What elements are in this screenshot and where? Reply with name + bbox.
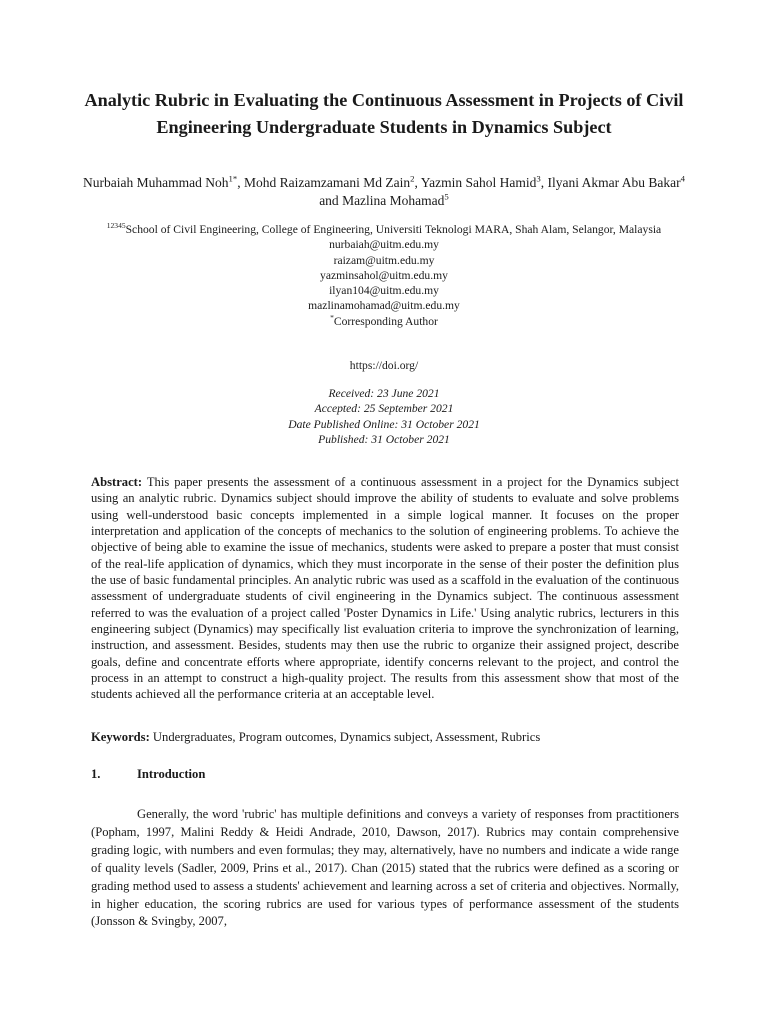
publication-dates xyxy=(80,386,688,448)
author-name: Yazmin Sahol Hamid xyxy=(420,175,537,190)
corresponding-author-note xyxy=(80,314,688,329)
paper-title: Analytic Rubric in Evaluating the Continuous Assessment in Projects of Civil Engineering Undergraduate Students in Dynamics Subject xyxy=(84,90,684,137)
author-name: Ilyani Akmar Abu Bakar xyxy=(547,175,681,190)
keywords-text: Undergraduates, Program outcomes, Dynamics subject, Assessment, Rubrics xyxy=(152,730,541,744)
online-date: Date Published Online: 31 October 2021 xyxy=(288,417,480,431)
email-link[interactable]: mazlinamohamad@uitm.edu.my xyxy=(308,299,460,313)
author-superscript: 3 xyxy=(536,173,541,184)
email-link[interactable]: ilyan104@uitm.edu.my xyxy=(329,284,439,298)
affiliation-line xyxy=(80,222,688,237)
author-name: Mazlina Mohamad xyxy=(342,193,445,208)
affiliation-block xyxy=(80,222,688,329)
section-heading-introduction xyxy=(91,766,679,782)
email-link[interactable]: nurbaiah@uitm.edu.my xyxy=(329,238,439,252)
introduction-paragraph: Generally, the word 'rubric' has multiple definitions and conveys a variety of responses from practitioners (Popham, 1997, Malini Reddy & Heidi Andrade, 2010, Dawson, 2017). Rubrics may contain comprehensive grading logic, with numbers and even formulas; they may, alternatively, have no numbers and indicate a wide range of quality levels (Sadler, 2009, Prins et al., 2017). Chan (2015) stated that the rubrics were defined as a scoring or grading method used to assess a students' achievement and learning across a set of criteria and objectives. Normally, in higher education, the scoring rubrics are used for various types of performance assessment of the students (Jonsson & Svingby, 2007, xyxy=(91,807,679,929)
doi-block xyxy=(80,358,688,373)
doi-link[interactable]: https://doi.org/ xyxy=(349,359,419,372)
author-superscript: 1* xyxy=(228,173,238,184)
abstract xyxy=(91,474,679,703)
abstract-label: Abstract: xyxy=(91,475,143,489)
author-separator: , xyxy=(540,175,548,190)
affiliation-text: School of Civil Engineering, College of Engineering, Universiti Teknologi MARA, Shah Alam, Selangor, Malaysia xyxy=(125,223,662,236)
email-link[interactable]: raizam@uitm.edu.my xyxy=(333,253,435,267)
author-name: Mohd Raizamzamani Md Zain xyxy=(243,175,411,190)
published-date: Published: 31 October 2021 xyxy=(318,433,450,447)
author-separator: , xyxy=(237,175,244,190)
section-title: Introduction xyxy=(137,767,206,781)
author-superscript: 2 xyxy=(410,173,415,184)
abstract-text: This paper presents the assessment of a continuous assessment in a project for the Dynamics subject using an analytic rubric. Dynamics subject should improve the ability of students to evaluate and solve problems using well-understood basic concepts implemented in a simple logical manner. It focuses on the proper interpretation and application of the concepts of mechanics to the solution of engineering problems. To achieve the objective of being able to examine the issue of mechanics, students were asked to prepare a poster that must consist of the real-life application of dynamics, which they must incorporate in the sense of their poster the definition plus the use of basic fundamental principles. An analytic rubric was used as a scaffold in the evaluation of the continuous assessment of undergraduate students of civil engineering in the Dynamics subject. The continuous assessment referred to was the evaluation of a project called 'Poster Dynamics in Life.' Using analytic rubrics, lecturers in this engineering subject (Dynamics) may specifically list evaluation criteria to improve the synchronization of learning, instruction, and assessment. Besides, students may then use the rubric to organize their assigned project, describe goals, define and concentrate efforts where appropriate, identify concerns relevant to the project, and control the process in an attempt to construct a high-quality project. The results from this assessment show that most of the students achieved all the performance criteria at an acceptable level. xyxy=(91,475,679,702)
keywords xyxy=(91,729,679,745)
author-name: Nurbaiah Muhammad Noh xyxy=(83,175,229,190)
author-superscript: 4 xyxy=(680,173,685,184)
received-date: Received: 23 June 2021 xyxy=(328,387,440,400)
author-superscript: 5 xyxy=(444,191,449,202)
author-list xyxy=(80,174,688,210)
email-link[interactable]: yazminsahol@uitm.edu.my xyxy=(320,268,448,282)
accepted-date: Accepted: 25 September 2021 xyxy=(314,402,454,416)
keywords-label: Keywords: xyxy=(91,730,150,744)
affiliation-superscript: 12345 xyxy=(106,221,126,231)
author-separator: , xyxy=(414,175,421,190)
corresponding-superscript: * xyxy=(330,312,334,322)
author-separator: and xyxy=(319,193,343,208)
corresponding-text: Corresponding Author xyxy=(333,314,438,328)
section-number: 1. xyxy=(91,767,101,781)
